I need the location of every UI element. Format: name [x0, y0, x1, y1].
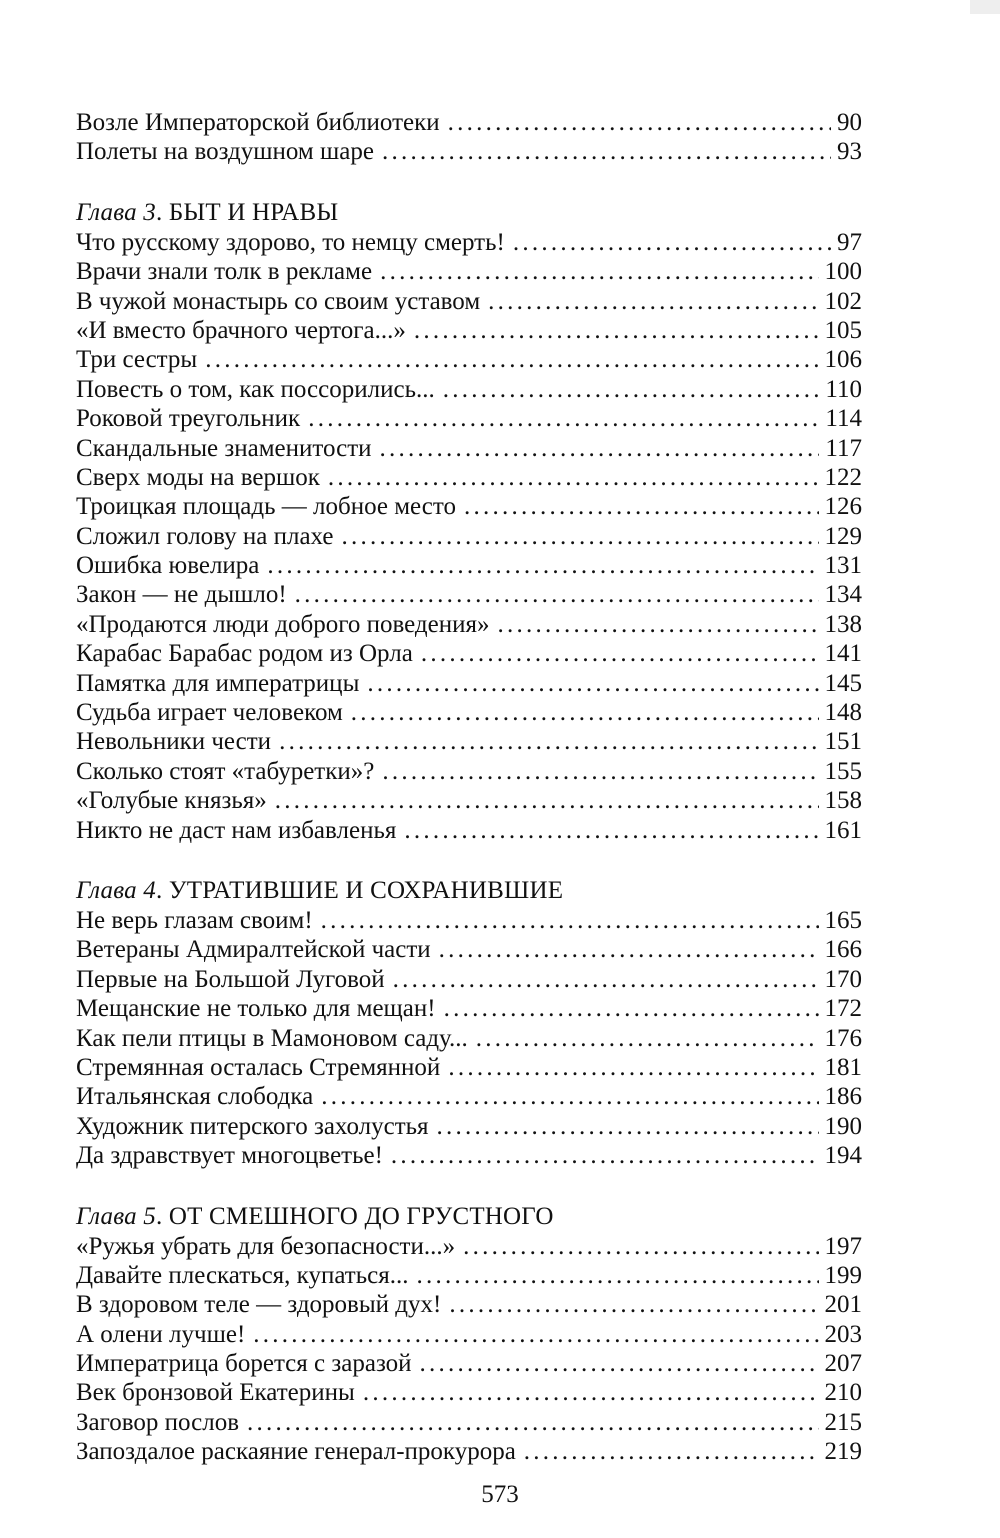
toc-entry-title: Как пели птицы в Мамоновом саду... — [76, 1024, 468, 1052]
toc-entry-title: Сложил голову на плахе — [76, 522, 334, 550]
toc-entry-page: 134 — [824, 581, 862, 609]
dot-leader — [439, 935, 819, 964]
dot-leader — [321, 906, 819, 935]
toc-entry-title: Не верь глазам своим! — [76, 906, 313, 934]
toc-entry-page: 161 — [824, 816, 862, 844]
toc-entry — [76, 257, 862, 286]
toc-entry-page: 117 — [825, 434, 862, 462]
toc-entry-title: Ветераны Адмиралтейской части — [76, 936, 431, 964]
toc-entry-title: Памятка для императрицы — [76, 669, 360, 697]
toc-entry — [76, 287, 862, 316]
chapter-entries — [76, 228, 862, 845]
toc-entry — [76, 1437, 862, 1466]
toc-entry-title: В здоровом теле — здоровый дух! — [76, 1291, 442, 1319]
toc-entry-title: «Голубые князья» — [76, 787, 267, 815]
toc-entry — [76, 1112, 862, 1141]
toc-entry-page: 155 — [824, 757, 862, 785]
chapter-4-section — [76, 876, 862, 1171]
toc-entry — [76, 1320, 862, 1349]
toc-entry — [76, 580, 862, 609]
toc-entry-title: А олени лучше! — [76, 1320, 246, 1348]
toc-entry-title: Сверх моды на вершок — [76, 463, 320, 491]
dot-leader — [498, 610, 819, 639]
toc-entry-title: Век бронзовой Екатерины — [76, 1379, 355, 1407]
toc-entry-title: Карабас Барабас родом из Орла — [76, 640, 413, 668]
toc-entry-page: 186 — [824, 1083, 862, 1111]
toc-entry-page: 138 — [824, 610, 862, 638]
toc-entry — [76, 137, 862, 166]
chapter-name: ОТ СМЕШНОГО ДО ГРУСТНОГО — [168, 1202, 554, 1230]
toc-entry-page: 219 — [824, 1438, 862, 1466]
toc-entry-page: 172 — [824, 995, 862, 1023]
dot-leader — [351, 698, 819, 727]
toc-entry — [76, 669, 862, 698]
toc-entry — [76, 1408, 862, 1437]
chapter-label: Глава 4 — [76, 876, 156, 904]
dot-leader — [295, 580, 819, 609]
toc-entry — [76, 1141, 862, 1170]
dot-leader — [382, 757, 818, 786]
toc-entry-title: Роковой треугольник — [76, 405, 301, 433]
toc-entry-title: Судьба играет человеком — [76, 699, 343, 727]
toc-entry-title: Три сестры — [76, 346, 198, 374]
toc-entry-page: 97 — [837, 228, 862, 256]
dot-leader — [247, 1408, 818, 1437]
dot-leader — [463, 1232, 818, 1261]
toc-entry — [76, 1082, 862, 1111]
dot-leader — [448, 108, 831, 137]
toc-entry-page: 129 — [824, 522, 862, 550]
toc-entry-page: 122 — [824, 463, 862, 491]
dot-leader — [443, 375, 820, 404]
dot-leader — [380, 257, 818, 286]
dot-leader — [448, 1053, 818, 1082]
dot-leader — [380, 434, 820, 463]
dot-leader — [328, 463, 819, 492]
chapter-heading: Глава 3. БЫТ И НРАВЫ — [76, 198, 339, 226]
dot-leader — [253, 1320, 818, 1349]
toc-entry-title: Первые на Большой Луговой — [76, 965, 385, 993]
toc-entry-page: 194 — [824, 1142, 862, 1170]
dot-leader — [275, 786, 819, 815]
dot-leader — [449, 1290, 818, 1319]
toc-entry-page: 106 — [824, 346, 862, 374]
dot-leader — [421, 639, 819, 668]
toc-intro-group — [76, 108, 862, 167]
toc-entry-page: 199 — [824, 1261, 862, 1289]
dot-leader — [393, 965, 819, 994]
toc-entry-page: 215 — [824, 1408, 862, 1436]
toc-entry-page: 165 — [824, 906, 862, 934]
chapter-entries — [76, 906, 862, 1171]
toc-entry — [76, 108, 862, 137]
toc-entry-title: Врачи знали толк в рекламе — [76, 258, 373, 286]
chapter-name: БЫТ И НРАВЫ — [168, 198, 339, 226]
dot-leader — [476, 1024, 819, 1053]
dot-leader — [416, 1261, 818, 1290]
toc-entry-page: 176 — [824, 1024, 862, 1052]
dot-leader — [524, 1437, 819, 1466]
dot-leader — [444, 994, 819, 1023]
toc-entry-title: В чужой монастырь со своим уставом — [76, 287, 481, 315]
toc-entry — [76, 228, 862, 257]
toc-entry-page: 203 — [824, 1320, 862, 1348]
toc-entry-page: 201 — [824, 1291, 862, 1319]
toc-entry-title: Повесть о том, как поссорились... — [76, 375, 435, 403]
chapter-5-section — [76, 1202, 862, 1467]
toc-entry-title: Запоздалое раскаяние генерал-прокурора — [76, 1438, 516, 1466]
toc-entry — [76, 492, 862, 521]
dot-leader — [437, 1112, 819, 1141]
dot-leader — [321, 1082, 818, 1111]
toc-entry-page: 93 — [837, 138, 862, 166]
toc-entry-title: Сколько стоят «табуретки»? — [76, 757, 375, 785]
toc-entry-title: Закон — не дышло! — [76, 581, 287, 609]
dot-leader — [488, 287, 818, 316]
toc-entry-page: 148 — [824, 699, 862, 727]
toc-entry — [76, 1349, 862, 1378]
dot-leader — [464, 492, 819, 521]
toc-entry-page: 114 — [825, 405, 862, 433]
chapter-label: Глава 3 — [76, 198, 156, 226]
toc-entry-title: Ошибка ювелира — [76, 552, 260, 580]
toc-entry-title: Да здравствует многоцветье! — [76, 1142, 383, 1170]
toc-entry — [76, 727, 862, 756]
toc-entry-page: 197 — [824, 1232, 862, 1260]
toc-entry-page: 90 — [837, 109, 862, 136]
toc-entry — [76, 404, 862, 433]
toc-entry-title: Никто не даст нам избавленья — [76, 816, 397, 844]
toc-entry-page: 100 — [824, 258, 862, 286]
toc-entry — [76, 935, 862, 964]
toc-entry-page: 141 — [824, 640, 862, 668]
toc-entry — [76, 965, 862, 994]
toc-entry — [76, 1290, 862, 1319]
toc-entry-page: 166 — [824, 936, 862, 964]
toc-entry-title: Троицкая площадь — лобное место — [76, 493, 456, 521]
toc-entry-title: «Ружья убрать для безопасности...» — [76, 1232, 456, 1260]
toc-entry — [76, 786, 862, 815]
dot-leader — [279, 727, 818, 756]
toc-entry-title: Что русскому здорово, то немцу смерть! — [76, 228, 505, 256]
dot-leader — [267, 551, 818, 580]
toc-entry — [76, 698, 862, 727]
toc-entry-title: Художник питерского захолустья — [76, 1112, 429, 1140]
toc-entry — [76, 463, 862, 492]
toc-entry — [76, 522, 862, 551]
toc-entry-page: 210 — [824, 1379, 862, 1407]
toc-entry-page: 105 — [824, 316, 862, 344]
chapter-label: Глава 5 — [76, 1202, 156, 1230]
toc-entry — [76, 1232, 862, 1261]
dot-leader — [342, 522, 819, 551]
toc-entry-page: 151 — [824, 728, 862, 756]
toc-entry — [76, 316, 862, 345]
toc-entry-page: 110 — [825, 375, 862, 403]
dot-leader — [414, 316, 819, 345]
toc-entry — [76, 1024, 862, 1053]
toc-entry-title: Императрица борется с заразой — [76, 1350, 412, 1378]
toc-entry-title: Заговор послов — [76, 1408, 240, 1436]
toc-entry — [76, 906, 862, 935]
toc-entry — [76, 1378, 862, 1407]
toc-entry — [76, 639, 862, 668]
dot-leader — [513, 228, 831, 257]
toc-entry-title: Полеты на воздушном шаре — [76, 138, 374, 166]
toc-entry — [76, 816, 862, 845]
toc-entry-page: 181 — [824, 1053, 862, 1081]
toc-entry-title: «Продаются люди доброго поведения» — [76, 610, 490, 638]
toc-entry-page: 158 — [824, 787, 862, 815]
page-edge-mark — [970, 0, 1000, 14]
toc-entry — [76, 1053, 862, 1082]
dot-leader — [382, 137, 831, 166]
toc-entry-title: Давайте плескаться, купаться... — [76, 1261, 409, 1289]
toc-entry-title: Итальянская слободка — [76, 1083, 314, 1111]
toc-entry-title: Невольники чести — [76, 728, 272, 756]
toc-entry — [76, 610, 862, 639]
chapter-3-section — [76, 198, 862, 845]
toc-entry — [76, 375, 862, 404]
dot-leader — [391, 1141, 819, 1170]
toc-entry-page: 170 — [824, 965, 862, 993]
toc-entry-page: 131 — [824, 552, 862, 580]
table-of-contents — [76, 108, 862, 1467]
toc-entry — [76, 345, 862, 374]
toc-entry-page: 207 — [824, 1350, 862, 1378]
toc-entry-page: 126 — [824, 493, 862, 521]
chapter-entries — [76, 1232, 862, 1467]
toc-entry — [76, 434, 862, 463]
toc-entry — [76, 1261, 862, 1290]
toc-entry-title: «И вместо брачного чертога...» — [76, 316, 406, 344]
dot-leader — [367, 669, 818, 698]
toc-entry-title: Возле Императорской библиотеки — [76, 109, 440, 136]
dot-leader — [205, 345, 818, 374]
page-number: 573 — [481, 1481, 519, 1508]
dot-leader — [308, 404, 819, 433]
chapter-name: УТРАТИВШИЕ И СОХРАНИВШИЕ — [168, 876, 564, 904]
dot-leader — [420, 1349, 819, 1378]
toc-entry-page: 102 — [824, 287, 862, 315]
toc-entry — [76, 551, 862, 580]
dot-leader — [363, 1378, 819, 1407]
toc-entry-title: Мещанские не только для мещан! — [76, 995, 436, 1023]
chapter-heading: Глава 4. УТРАТИВШИЕ И СОХРАНИВШИЕ — [76, 876, 564, 904]
toc-entry-page: 145 — [824, 669, 862, 697]
toc-entry-title: Стремянная осталась Стремянной — [76, 1053, 441, 1081]
chapter-heading: Глава 5. ОТ СМЕШНОГО ДО ГРУСТНОГО — [76, 1202, 554, 1230]
dot-leader — [404, 816, 818, 845]
toc-entry — [76, 757, 862, 786]
toc-entry-title: Скандальные знаменитости — [76, 434, 372, 462]
toc-entry-page: 190 — [824, 1112, 862, 1140]
toc-entry — [76, 994, 862, 1023]
